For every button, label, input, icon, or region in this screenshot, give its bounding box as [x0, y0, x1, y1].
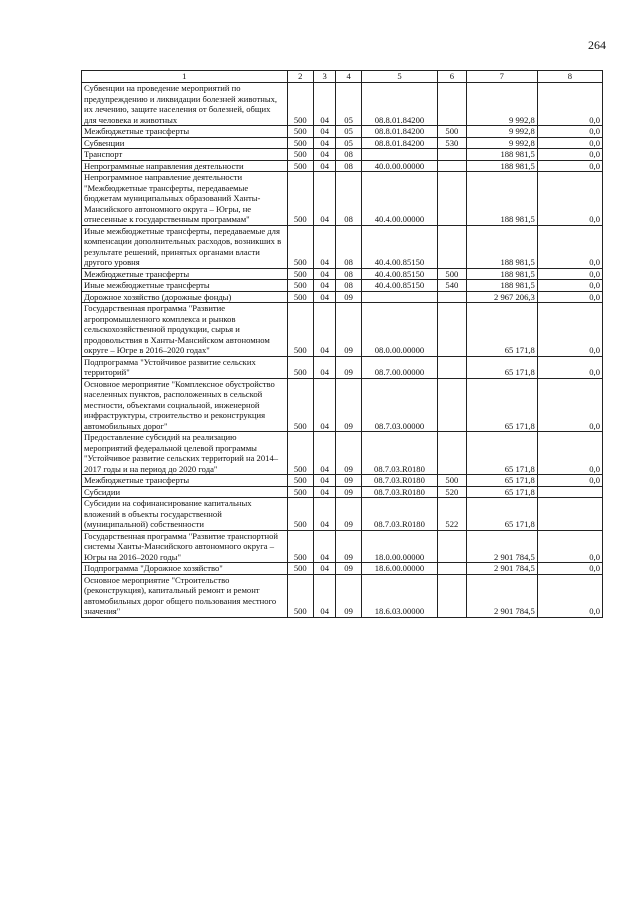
amount-cell: 65 171,8 [466, 486, 537, 498]
amount-cell: 188 981,5 [466, 160, 537, 172]
amount-cell: 2 901 784,5 [466, 530, 537, 563]
row-name-cell: Субсидии [82, 486, 288, 498]
grbs-code-cell: 500 [287, 574, 313, 617]
page-number: 264 [588, 38, 606, 52]
table-row [82, 83, 603, 126]
grbs-code-cell: 500 [287, 475, 313, 487]
expense-type-cell: 530 [438, 137, 466, 149]
subsection-code-cell: 09 [336, 291, 361, 303]
section-code-cell: 04 [314, 530, 336, 563]
row-name-cell: Непрограммное направление деятельности "Межбюджетные трансферты, передаваемые бюджетам муниципальных образований Ханты-Мансийского автономного округа – Югры, не отнесенные к государственным программам" [82, 172, 288, 226]
section-code-cell: 04 [314, 378, 336, 432]
grbs-code-cell: 500 [287, 356, 313, 378]
target-article-cell: 08.7.03.R0180 [361, 486, 437, 498]
row-name-cell: Подпрограмма "Дорожное хозяйство" [82, 563, 288, 575]
amount-federal-cell: 0,0 [537, 563, 602, 575]
section-code-cell: 04 [314, 83, 336, 126]
amount-federal-cell: 0,0 [537, 475, 602, 487]
table-row [82, 268, 603, 280]
row-name-cell: Дорожное хозяйство (дорожные фонды) [82, 291, 288, 303]
expense-type-cell [438, 172, 466, 226]
subsection-code-cell: 05 [336, 137, 361, 149]
expense-type-cell [438, 432, 466, 475]
row-name-cell: Межбюджетные трансферты [82, 126, 288, 138]
section-code-cell: 04 [314, 172, 336, 226]
grbs-code-cell: 500 [287, 303, 313, 357]
amount-cell: 65 171,8 [466, 475, 537, 487]
expense-type-cell [438, 83, 466, 126]
section-code-cell: 04 [314, 486, 336, 498]
grbs-code-cell: 500 [287, 172, 313, 226]
table-row [82, 563, 603, 575]
amount-cell: 65 171,8 [466, 432, 537, 475]
amount-cell: 188 981,5 [466, 280, 537, 292]
table-row [82, 378, 603, 432]
grbs-code-cell: 500 [287, 225, 313, 268]
section-code-cell: 04 [314, 303, 336, 357]
table-row [82, 280, 603, 292]
row-name-cell: Иные межбюджетные трансферты, передаваемые для компенсации дополнительных расходов, возникших в результате решений, принятых органами власти другого уровня [82, 225, 288, 268]
section-code-cell: 04 [314, 475, 336, 487]
amount-federal-cell: 0,0 [537, 432, 602, 475]
subsection-code-cell: 09 [336, 432, 361, 475]
target-article-cell: 40.4.00.85150 [361, 225, 437, 268]
column-header: 7 [466, 71, 537, 83]
section-code-cell: 04 [314, 149, 336, 161]
row-name-cell: Основное мероприятие "Строительство (реконструкция), капитальный ремонт и ремонт автомобильных дорог общего пользования местного значения" [82, 574, 288, 617]
expense-type-cell: 520 [438, 486, 466, 498]
expense-type-cell [438, 160, 466, 172]
amount-cell: 2 901 784,5 [466, 574, 537, 617]
table-row [82, 498, 603, 531]
expense-type-cell [438, 225, 466, 268]
amount-federal-cell [537, 486, 602, 498]
expense-type-cell [438, 530, 466, 563]
table-row [82, 574, 603, 617]
section-code-cell: 04 [314, 498, 336, 531]
row-name-cell: Иные межбюджетные трансферты [82, 280, 288, 292]
amount-federal-cell: 0,0 [537, 149, 602, 161]
amount-federal-cell: 0,0 [537, 172, 602, 226]
amount-cell: 188 981,5 [466, 225, 537, 268]
amount-cell: 65 171,8 [466, 378, 537, 432]
subsection-code-cell: 08 [336, 160, 361, 172]
subsection-code-cell: 09 [336, 574, 361, 617]
amount-cell: 188 981,5 [466, 149, 537, 161]
row-name-cell: Субвенции на проведение мероприятий по предупреждению и ликвидации болезней животных, их лечению, защите населения от болезней, общих для человека и животных [82, 83, 288, 126]
amount-federal-cell: 0,0 [537, 280, 602, 292]
target-article-cell: 18.6.03.00000 [361, 574, 437, 617]
table-row [82, 291, 603, 303]
target-article-cell: 08.7.00.00000 [361, 356, 437, 378]
expense-type-cell: 500 [438, 268, 466, 280]
amount-federal-cell: 0,0 [537, 291, 602, 303]
table-header [82, 71, 603, 83]
target-article-cell: 08.0.00.00000 [361, 303, 437, 357]
grbs-code-cell: 500 [287, 83, 313, 126]
section-code-cell: 04 [314, 432, 336, 475]
table-row [82, 432, 603, 475]
expense-type-cell: 540 [438, 280, 466, 292]
expense-type-cell [438, 149, 466, 161]
amount-federal-cell: 0,0 [537, 268, 602, 280]
target-article-cell: 40.0.00.00000 [361, 160, 437, 172]
subsection-code-cell: 08 [336, 149, 361, 161]
expense-type-cell [438, 303, 466, 357]
subsection-code-cell: 09 [336, 498, 361, 531]
row-name-cell: Межбюджетные трансферты [82, 268, 288, 280]
row-name-cell: Предоставление субсидий на реализацию мероприятий федеральной целевой программы "Устойчивое развитие сельских территорий на 2014–2017 годы и на период до 2020 года" [82, 432, 288, 475]
amount-federal-cell: 0,0 [537, 126, 602, 138]
subsection-code-cell: 09 [336, 530, 361, 563]
target-article-cell: 40.4.00.85150 [361, 280, 437, 292]
table-row [82, 486, 603, 498]
column-header: 4 [336, 71, 361, 83]
section-code-cell: 04 [314, 563, 336, 575]
table-row [82, 530, 603, 563]
subsection-code-cell: 08 [336, 280, 361, 292]
subsection-code-cell: 08 [336, 268, 361, 280]
target-article-cell: 08.8.01.84200 [361, 137, 437, 149]
section-code-cell: 04 [314, 126, 336, 138]
section-code-cell: 04 [314, 356, 336, 378]
section-code-cell: 04 [314, 160, 336, 172]
subsection-code-cell: 08 [336, 172, 361, 226]
grbs-code-cell: 500 [287, 160, 313, 172]
grbs-code-cell: 500 [287, 280, 313, 292]
row-name-cell: Субвенции [82, 137, 288, 149]
column-header: 1 [82, 71, 288, 83]
row-name-cell: Непрограммные направления деятельности [82, 160, 288, 172]
budget-table [81, 70, 603, 618]
grbs-code-cell: 500 [287, 268, 313, 280]
grbs-code-cell: 500 [287, 126, 313, 138]
target-article-cell: 08.7.03.R0180 [361, 475, 437, 487]
grbs-code-cell: 500 [287, 498, 313, 531]
section-code-cell: 04 [314, 574, 336, 617]
target-article-cell: 40.4.00.85150 [361, 268, 437, 280]
amount-cell: 65 171,8 [466, 498, 537, 531]
row-name-cell: Подпрограмма "Устойчивое развитие сельских территорий" [82, 356, 288, 378]
row-name-cell: Транспорт [82, 149, 288, 161]
table-row [82, 172, 603, 226]
expense-type-cell [438, 356, 466, 378]
table-row [82, 356, 603, 378]
grbs-code-cell: 500 [287, 378, 313, 432]
subsection-code-cell: 09 [336, 563, 361, 575]
target-article-cell: 08.8.01.84200 [361, 83, 437, 126]
column-header: 5 [361, 71, 437, 83]
target-article-cell: 08.7.03.R0180 [361, 432, 437, 475]
section-code-cell: 04 [314, 291, 336, 303]
table-row [82, 475, 603, 487]
amount-cell: 188 981,5 [466, 268, 537, 280]
table-row [82, 149, 603, 161]
amount-cell: 65 171,8 [466, 303, 537, 357]
amount-cell: 9 992,8 [466, 137, 537, 149]
target-article-cell: 18.6.00.00000 [361, 563, 437, 575]
amount-federal-cell: 0,0 [537, 160, 602, 172]
amount-federal-cell: 0,0 [537, 378, 602, 432]
amount-cell: 2 901 784,5 [466, 563, 537, 575]
expense-type-cell [438, 563, 466, 575]
row-name-cell: Государственная программа "Развитие агропромышленного комплекса и рынков сельскохозяйственной продукции, сырья и продовольствия в Ханты-Мансийском автономном округе – Югре в 2016–2020 годах" [82, 303, 288, 357]
subsection-code-cell: 09 [336, 303, 361, 357]
subsection-code-cell: 05 [336, 83, 361, 126]
amount-cell: 65 171,8 [466, 356, 537, 378]
table-row [82, 126, 603, 138]
row-name-cell: Государственная программа "Развитие транспортной системы Ханты-Мансийского автономного округа – Югры на 2016–2020 годы" [82, 530, 288, 563]
amount-federal-cell: 0,0 [537, 83, 602, 126]
subsection-code-cell: 09 [336, 475, 361, 487]
expense-type-cell: 500 [438, 475, 466, 487]
amount-cell: 2 967 206,3 [466, 291, 537, 303]
row-name-cell: Основное мероприятие "Комплексное обустройство населенных пунктов, расположенных в сельской местности, объектами социальной, инженерной инфраструктуры, строительство и реконструкция автомобильных дорог" [82, 378, 288, 432]
section-code-cell: 04 [314, 225, 336, 268]
section-code-cell: 04 [314, 268, 336, 280]
target-article-cell: 08.7.03.R0180 [361, 498, 437, 531]
grbs-code-cell: 500 [287, 291, 313, 303]
expense-type-cell: 522 [438, 498, 466, 531]
target-article-cell [361, 291, 437, 303]
amount-federal-cell: 0,0 [537, 303, 602, 357]
amount-federal-cell: 0,0 [537, 356, 602, 378]
column-header: 2 [287, 71, 313, 83]
subsection-code-cell: 09 [336, 356, 361, 378]
subsection-code-cell: 08 [336, 225, 361, 268]
grbs-code-cell: 500 [287, 137, 313, 149]
table-row [82, 225, 603, 268]
grbs-code-cell: 500 [287, 486, 313, 498]
subsection-code-cell: 09 [336, 378, 361, 432]
table-row [82, 303, 603, 357]
target-article-cell: 18.0.00.00000 [361, 530, 437, 563]
amount-federal-cell: 0,0 [537, 137, 602, 149]
amount-federal-cell [537, 498, 602, 531]
subsection-code-cell: 09 [336, 486, 361, 498]
target-article-cell: 40.4.00.00000 [361, 172, 437, 226]
amount-cell: 188 981,5 [466, 172, 537, 226]
amount-federal-cell: 0,0 [537, 530, 602, 563]
amount-cell: 9 992,8 [466, 126, 537, 138]
grbs-code-cell: 500 [287, 530, 313, 563]
grbs-code-cell: 500 [287, 563, 313, 575]
section-code-cell: 04 [314, 280, 336, 292]
table-row [82, 160, 603, 172]
row-name-cell: Субсидии на софинансирование капитальных вложений в объекты государственной (муниципальной) собственности [82, 498, 288, 531]
expense-type-cell: 500 [438, 126, 466, 138]
expense-type-cell [438, 574, 466, 617]
grbs-code-cell: 500 [287, 432, 313, 475]
target-article-cell: 08.7.03.00000 [361, 378, 437, 432]
subsection-code-cell: 05 [336, 126, 361, 138]
section-code-cell: 04 [314, 137, 336, 149]
expense-type-cell [438, 378, 466, 432]
column-number-row [82, 71, 603, 83]
column-header: 3 [314, 71, 336, 83]
column-header: 8 [537, 71, 602, 83]
target-article-cell [361, 149, 437, 161]
table-body [82, 83, 603, 618]
amount-federal-cell: 0,0 [537, 574, 602, 617]
row-name-cell: Межбюджетные трансферты [82, 475, 288, 487]
column-header: 6 [438, 71, 466, 83]
expense-type-cell [438, 291, 466, 303]
target-article-cell: 08.8.01.84200 [361, 126, 437, 138]
amount-federal-cell: 0,0 [537, 225, 602, 268]
amount-cell: 9 992,8 [466, 83, 537, 126]
table-row [82, 137, 603, 149]
grbs-code-cell: 500 [287, 149, 313, 161]
